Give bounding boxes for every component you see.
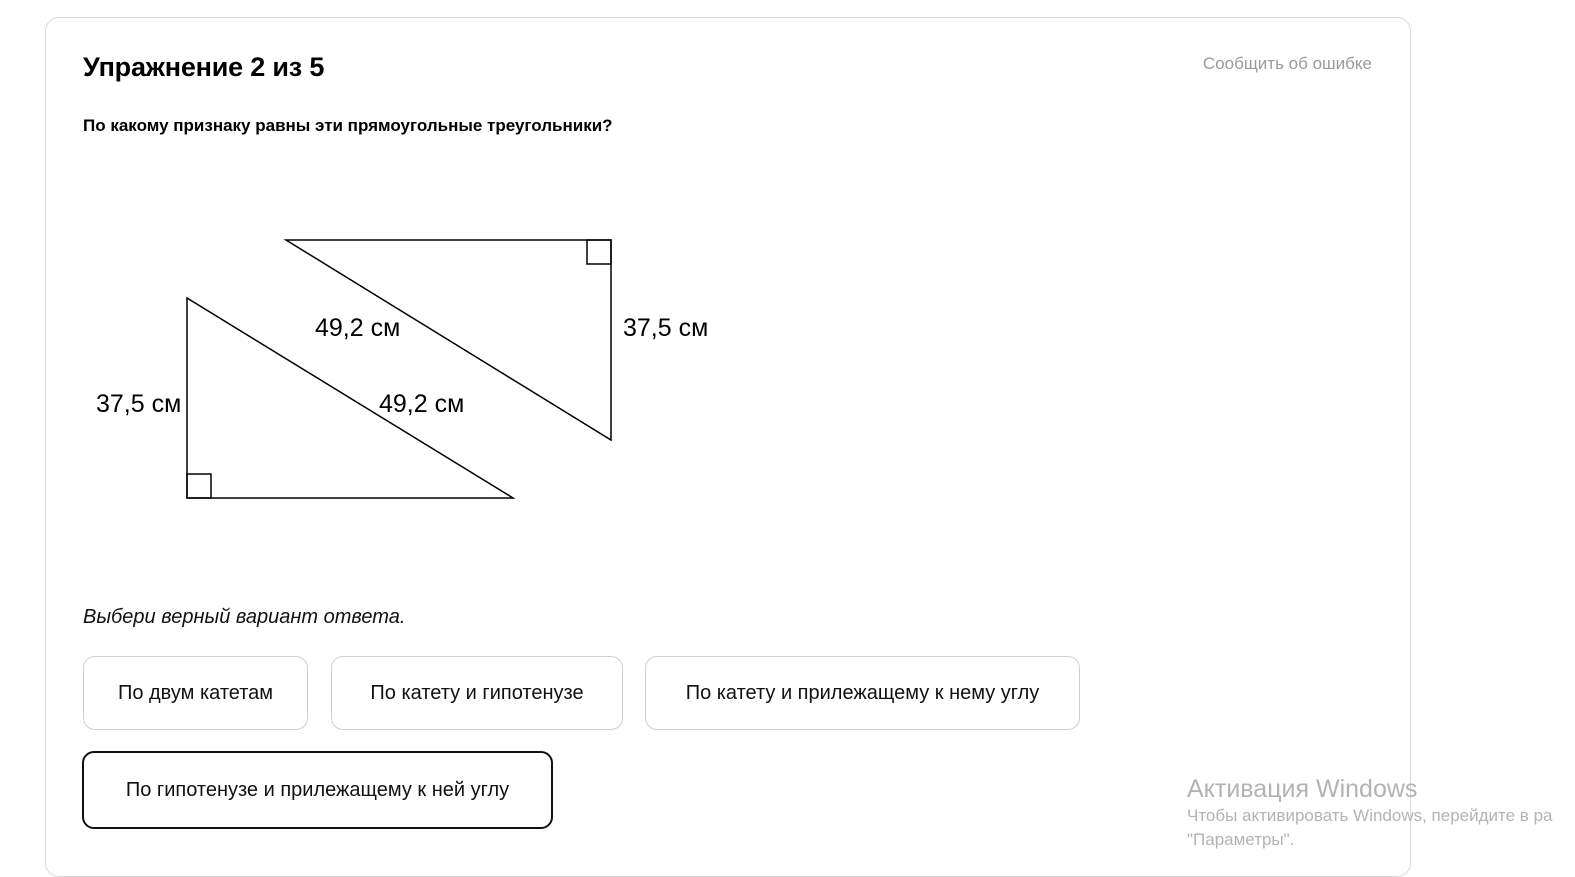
option-leg-adjacent-angle[interactable]: По катету и прилежащему к нему углу [645,656,1080,730]
right-hypotenuse-label: 49,2 см [315,314,401,342]
windows-activation-watermark [1187,775,1552,852]
option-leg-hypotenuse[interactable]: По катету и гипотенузе [331,656,623,730]
watermark-line-1: Чтобы активировать Windows, перейдите в ра [1187,806,1553,825]
instruction-text: Выбери верный вариант ответа. [83,606,406,628]
right-right-angle-mark [587,240,611,264]
exercise-card [45,17,1411,877]
left-right-angle-mark [187,474,211,498]
triangles-figure [86,218,786,538]
left-hypotenuse-label: 49,2 см [379,390,465,418]
report-error-link[interactable]: Сообщить об ошибке [1202,54,1372,73]
triangles-diagram [86,218,786,538]
exercise-title: Упражнение 2 из 5 [83,52,325,82]
watermark-title: Активация Windows [1187,775,1418,803]
option-two-legs[interactable]: По двум катетам [83,656,308,730]
question-text: По какому признаку равны эти прямоугольные треугольники? [83,116,613,135]
right-leg-label: 37,5 см [623,314,709,342]
option-hypotenuse-adjacent-angle[interactable]: По гипотенузе и прилежащему к ней углу [82,751,553,829]
left-leg-label: 37,5 см [96,390,182,418]
watermark-line-2: "Параметры". [1187,830,1295,849]
